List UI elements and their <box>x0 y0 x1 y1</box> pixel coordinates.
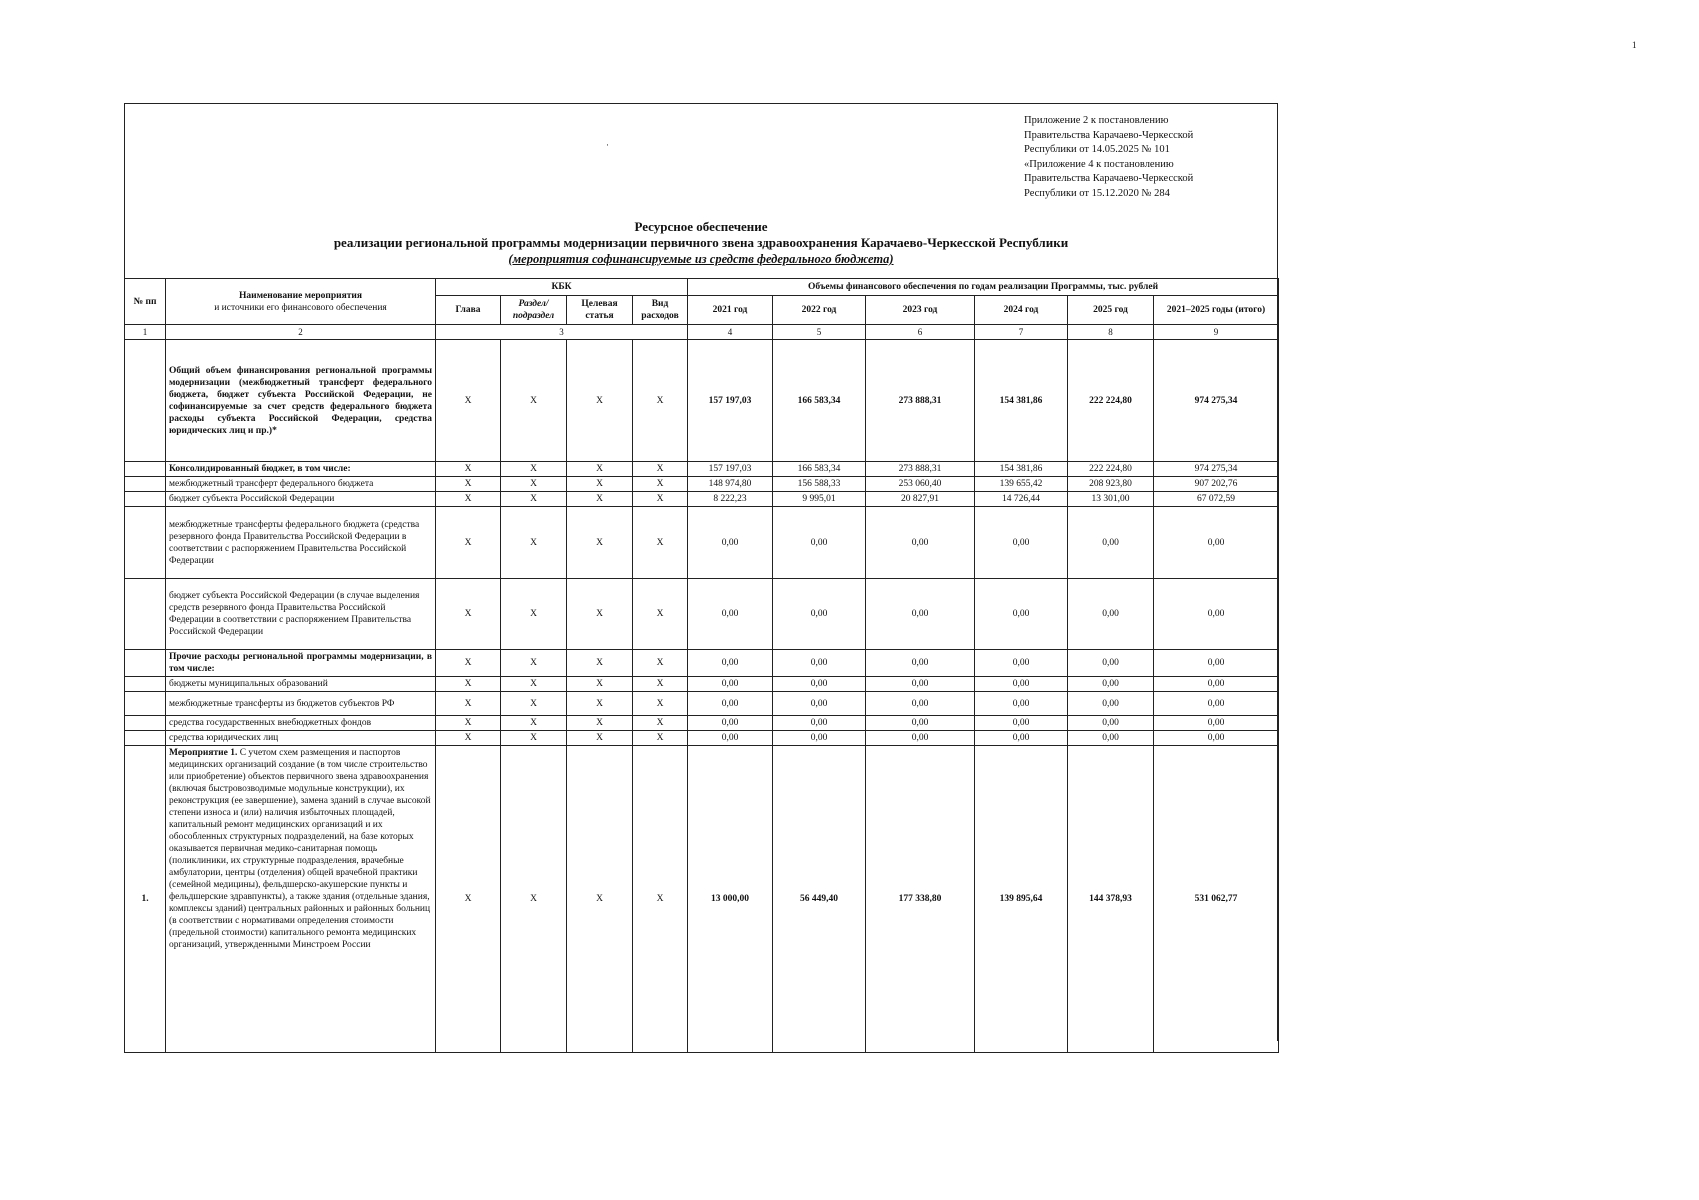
kbk-cell: X <box>436 677 501 692</box>
kbk-cell: X <box>501 692 567 716</box>
row-name: межбюджетные трансферты федерального бюджета (средства резервного фонда Правительства Российской Федерации в соответствии с распоряжением Правительства Российской Федерации <box>166 507 436 579</box>
value-cell: 253 060,40 <box>866 477 975 492</box>
kbk-cell: X <box>436 746 501 1053</box>
row-number <box>125 677 166 692</box>
table-row <box>125 692 1279 716</box>
kbk-cell: X <box>501 746 567 1053</box>
value-cell: 0,00 <box>1154 650 1279 677</box>
value-cell: 0,00 <box>866 579 975 650</box>
value-cell: 139 895,64 <box>975 746 1068 1053</box>
table-row <box>125 650 1279 677</box>
kbk-cell: X <box>633 492 688 507</box>
header-volumes: Объемы финансового обеспечения по годам реализации Программы, тыс. рублей <box>688 279 1279 296</box>
row-number <box>125 340 166 462</box>
kbk-cell: X <box>501 650 567 677</box>
title-line-2: реализации региональной программы модернизации первичного звена здравоохранения Карачаево-Черкесской Республики <box>333 235 1069 250</box>
value-cell: 0,00 <box>1154 507 1279 579</box>
value-cell: 154 381,86 <box>975 340 1068 462</box>
kbk-cell: X <box>501 579 567 650</box>
value-cell: 20 827,91 <box>866 492 975 507</box>
value-cell: 0,00 <box>975 650 1068 677</box>
value-cell: 222 224,80 <box>1068 340 1154 462</box>
value-cell: 273 888,31 <box>866 462 975 477</box>
value-cell: 0,00 <box>975 579 1068 650</box>
row-name: бюджет субъекта Российской Федерации (в случае выделения средств резервного фонда Правительства Российской Федерации в соответствии с распоряжением Правительства Российской Федерации <box>166 579 436 650</box>
scan-dot: · <box>606 140 609 150</box>
row-number <box>125 507 166 579</box>
row-name: бюджеты муниципальных образований <box>166 677 436 692</box>
row-name-text: С учетом схем размещения и паспортов медицинских организаций создание (в том числе строительство или приобретение) объектов первичного звена здравоохранения (включая быстровозводимые модульные конструкции), их реконструкция (ее завершение), замена зданий в случае высокой степени износа и (или) наличия избыточных площадей, капитальный ремонт медицинских организаций и их обособленных структурных подразделений, на базе которых оказывается первичная медико-санитарная помощь (поликлиники, их структурные подразделения, врачебные амбулатории, центры (отделения) общей врачебной практики (семейной медицины), фельдшерско-акушерские пункты и фельдшерские здравпункты), а также здания (отдельные здания, комплексы зданий) центральных районных и районных больниц (в соответствии с нормативами определения стоимости (предельной стоимости) капитального ремонта медицинских организаций, утвержденными Минстроем России <box>169 748 431 950</box>
value-cell: 0,00 <box>866 692 975 716</box>
column-number: 1 <box>125 325 166 340</box>
kbk-cell: X <box>501 477 567 492</box>
row-number <box>125 650 166 677</box>
table-body <box>125 340 1279 1053</box>
value-cell: 67 072,59 <box>1154 492 1279 507</box>
value-cell: 0,00 <box>866 731 975 746</box>
row-number <box>125 692 166 716</box>
value-cell: 0,00 <box>975 677 1068 692</box>
kbk-cell: X <box>567 650 633 677</box>
value-cell: 0,00 <box>1154 731 1279 746</box>
kbk-cell: X <box>436 477 501 492</box>
kbk-cell: X <box>567 692 633 716</box>
approval-line: Республики от 15.12.2020 № 284 <box>1024 187 1170 199</box>
approval-line: «Приложение 4 к постановлению <box>1024 158 1174 170</box>
kbk-cell: X <box>633 340 688 462</box>
value-cell: 157 197,03 <box>688 340 773 462</box>
value-cell: 9 995,01 <box>773 492 866 507</box>
kbk-cell: X <box>501 716 567 731</box>
kbk-cell: X <box>436 692 501 716</box>
resource-table <box>124 278 1279 1053</box>
kbk-cell: X <box>501 731 567 746</box>
row-name: бюджет субъекта Российской Федерации <box>166 492 436 507</box>
value-cell: 974 275,34 <box>1154 462 1279 477</box>
value-cell: 0,00 <box>688 579 773 650</box>
kbk-cell: X <box>633 579 688 650</box>
value-cell: 148 974,80 <box>688 477 773 492</box>
row-number <box>125 462 166 477</box>
value-cell: 0,00 <box>866 677 975 692</box>
document-title <box>124 219 1278 267</box>
table-row <box>125 746 1279 1053</box>
title-line-3: (мероприятия софинансируемые из средств федерального бюджета) <box>508 252 894 266</box>
kbk-cell: X <box>633 746 688 1053</box>
value-cell: 0,00 <box>1154 692 1279 716</box>
value-cell: 0,00 <box>866 507 975 579</box>
value-cell: 0,00 <box>1068 716 1154 731</box>
kbk-cell: X <box>633 731 688 746</box>
row-name: средства государственных внебюджетных фондов <box>166 716 436 731</box>
value-cell: 273 888,31 <box>866 340 975 462</box>
kbk-cell: X <box>501 340 567 462</box>
kbk-cell: X <box>436 492 501 507</box>
row-number <box>125 477 166 492</box>
header-razdel: Раздел/ подраздел <box>501 296 567 325</box>
value-cell: 0,00 <box>866 650 975 677</box>
kbk-cell: X <box>501 492 567 507</box>
header-num: № пп <box>125 279 166 325</box>
value-cell: 907 202,76 <box>1154 477 1279 492</box>
approval-line: Приложение 2 к постановлению <box>1024 115 1169 126</box>
kbk-cell: X <box>436 650 501 677</box>
value-cell: 0,00 <box>688 650 773 677</box>
value-cell: 0,00 <box>688 507 773 579</box>
value-cell: 154 381,86 <box>975 462 1068 477</box>
value-cell: 0,00 <box>1154 677 1279 692</box>
column-number: 2 <box>166 325 436 340</box>
table-row <box>125 579 1279 650</box>
kbk-cell: X <box>633 650 688 677</box>
value-cell: 8 222,23 <box>688 492 773 507</box>
column-number: 3 <box>436 325 688 340</box>
kbk-cell: X <box>567 677 633 692</box>
approval-line: Правительства Карачаево-Черкесской <box>1024 129 1194 141</box>
value-cell: 0,00 <box>1068 507 1154 579</box>
column-number: 5 <box>773 325 866 340</box>
row-number <box>125 716 166 731</box>
value-cell: 13 301,00 <box>1068 492 1154 507</box>
row-name: средства юридических лиц <box>166 731 436 746</box>
approval-block <box>1024 114 1274 201</box>
value-cell: 974 275,34 <box>1154 340 1279 462</box>
table-row <box>125 477 1279 492</box>
table-row <box>125 507 1279 579</box>
kbk-cell: X <box>436 579 501 650</box>
kbk-cell: X <box>633 677 688 692</box>
column-number: 8 <box>1068 325 1154 340</box>
kbk-cell: X <box>633 462 688 477</box>
column-number: 9 <box>1154 325 1279 340</box>
header-2023: 2023 год <box>866 296 975 325</box>
value-cell: 0,00 <box>975 716 1068 731</box>
kbk-cell: X <box>633 507 688 579</box>
title-line-1: Ресурсное обеспечение <box>634 219 768 234</box>
header-vid: Вид расходов <box>633 296 688 325</box>
value-cell: 0,00 <box>975 731 1068 746</box>
value-cell: 0,00 <box>773 650 866 677</box>
value-cell: 0,00 <box>1154 716 1279 731</box>
kbk-cell: X <box>567 507 633 579</box>
header-total: 2021–2025 годы (итого) <box>1154 296 1279 325</box>
value-cell: 177 338,80 <box>866 746 975 1053</box>
kbk-cell: X <box>567 746 633 1053</box>
header-celevaya: Целевая статья <box>567 296 633 325</box>
approval-line: Правительства Карачаево-Черкесской <box>1024 173 1194 184</box>
page-number: 1 <box>1632 40 1637 50</box>
value-cell: 0,00 <box>975 692 1068 716</box>
kbk-cell: X <box>567 579 633 650</box>
value-cell: 156 588,33 <box>773 477 866 492</box>
value-cell: 56 449,40 <box>773 746 866 1053</box>
table-row <box>125 716 1279 731</box>
value-cell: 0,00 <box>1068 579 1154 650</box>
table-row <box>125 731 1279 746</box>
kbk-cell: X <box>436 716 501 731</box>
kbk-cell: X <box>633 477 688 492</box>
kbk-cell: X <box>567 340 633 462</box>
row-name: Консолидированный бюджет, в том числе: <box>166 462 436 477</box>
value-cell: 0,00 <box>773 731 866 746</box>
value-cell: 0,00 <box>866 716 975 731</box>
row-name: межбюджетные трансферты из бюджетов субъектов РФ <box>166 692 436 716</box>
value-cell: 14 726,44 <box>975 492 1068 507</box>
row-name: межбюджетный трансферт федерального бюджета <box>166 477 436 492</box>
kbk-cell: X <box>501 677 567 692</box>
value-cell: 0,00 <box>1068 677 1154 692</box>
value-cell: 144 378,93 <box>1068 746 1154 1053</box>
kbk-cell: X <box>633 692 688 716</box>
value-cell: 166 583,34 <box>773 462 866 477</box>
header-2021: 2021 год <box>688 296 773 325</box>
kbk-cell: X <box>436 462 501 477</box>
value-cell: 0,00 <box>688 692 773 716</box>
value-cell: 0,00 <box>1068 731 1154 746</box>
header-name <box>166 279 436 325</box>
row-number <box>125 579 166 650</box>
value-cell: 0,00 <box>1068 650 1154 677</box>
value-cell: 157 197,03 <box>688 462 773 477</box>
header-2025: 2025 год <box>1068 296 1154 325</box>
value-cell: 208 923,80 <box>1068 477 1154 492</box>
table-row <box>125 340 1279 462</box>
value-cell: 139 655,42 <box>975 477 1068 492</box>
value-cell: 0,00 <box>688 716 773 731</box>
header-2022: 2022 год <box>773 296 866 325</box>
kbk-cell: X <box>436 507 501 579</box>
table-row <box>125 462 1279 477</box>
value-cell: 0,00 <box>688 677 773 692</box>
kbk-cell: X <box>567 462 633 477</box>
kbk-cell: X <box>501 507 567 579</box>
value-cell: 0,00 <box>1068 692 1154 716</box>
column-number: 4 <box>688 325 773 340</box>
row-name: Общий объем финансирования региональной программы модернизации (межбюджетный трансферт федерального бюджета, бюджет субъекта Российской Федерации, не софинансируемые за счет средств федерального бюджета расходы субъекта Российской Федерации, средства юридических лиц и пр.)* <box>166 340 436 462</box>
value-cell: 0,00 <box>773 507 866 579</box>
header-name-line2: и источники его финансового обеспечения <box>214 302 387 313</box>
row-name-bold: Мероприятие 1. <box>169 748 238 758</box>
kbk-cell: X <box>436 340 501 462</box>
value-cell: 166 583,34 <box>773 340 866 462</box>
kbk-cell: X <box>633 716 688 731</box>
kbk-cell: X <box>567 716 633 731</box>
value-cell: 0,00 <box>773 677 866 692</box>
kbk-cell: X <box>567 731 633 746</box>
column-number: 7 <box>975 325 1068 340</box>
kbk-cell: X <box>501 462 567 477</box>
kbk-cell: X <box>567 477 633 492</box>
value-cell: 13 000,00 <box>688 746 773 1053</box>
column-number: 6 <box>866 325 975 340</box>
value-cell: 0,00 <box>773 692 866 716</box>
table-row <box>125 677 1279 692</box>
value-cell: 0,00 <box>1154 579 1279 650</box>
kbk-cell: X <box>436 731 501 746</box>
header-name-line1: Наименование мероприятия <box>238 290 363 301</box>
row-name <box>166 746 436 1053</box>
row-number <box>125 492 166 507</box>
row-number: 1. <box>125 746 166 1053</box>
value-cell: 0,00 <box>773 716 866 731</box>
value-cell: 0,00 <box>688 731 773 746</box>
table-row <box>125 492 1279 507</box>
value-cell: 531 062,77 <box>1154 746 1279 1053</box>
row-number <box>125 731 166 746</box>
approval-line: Республики от 14.05.2025 № 101 <box>1024 144 1170 155</box>
header-glava: Глава <box>436 296 501 325</box>
header-kbk: КБК <box>436 279 688 296</box>
header-2024: 2024 год <box>975 296 1068 325</box>
kbk-cell: X <box>567 492 633 507</box>
row-name: Прочие расходы региональной программы модернизации, в том числе: <box>166 650 436 677</box>
value-cell: 0,00 <box>975 507 1068 579</box>
value-cell: 222 224,80 <box>1068 462 1154 477</box>
value-cell: 0,00 <box>773 579 866 650</box>
